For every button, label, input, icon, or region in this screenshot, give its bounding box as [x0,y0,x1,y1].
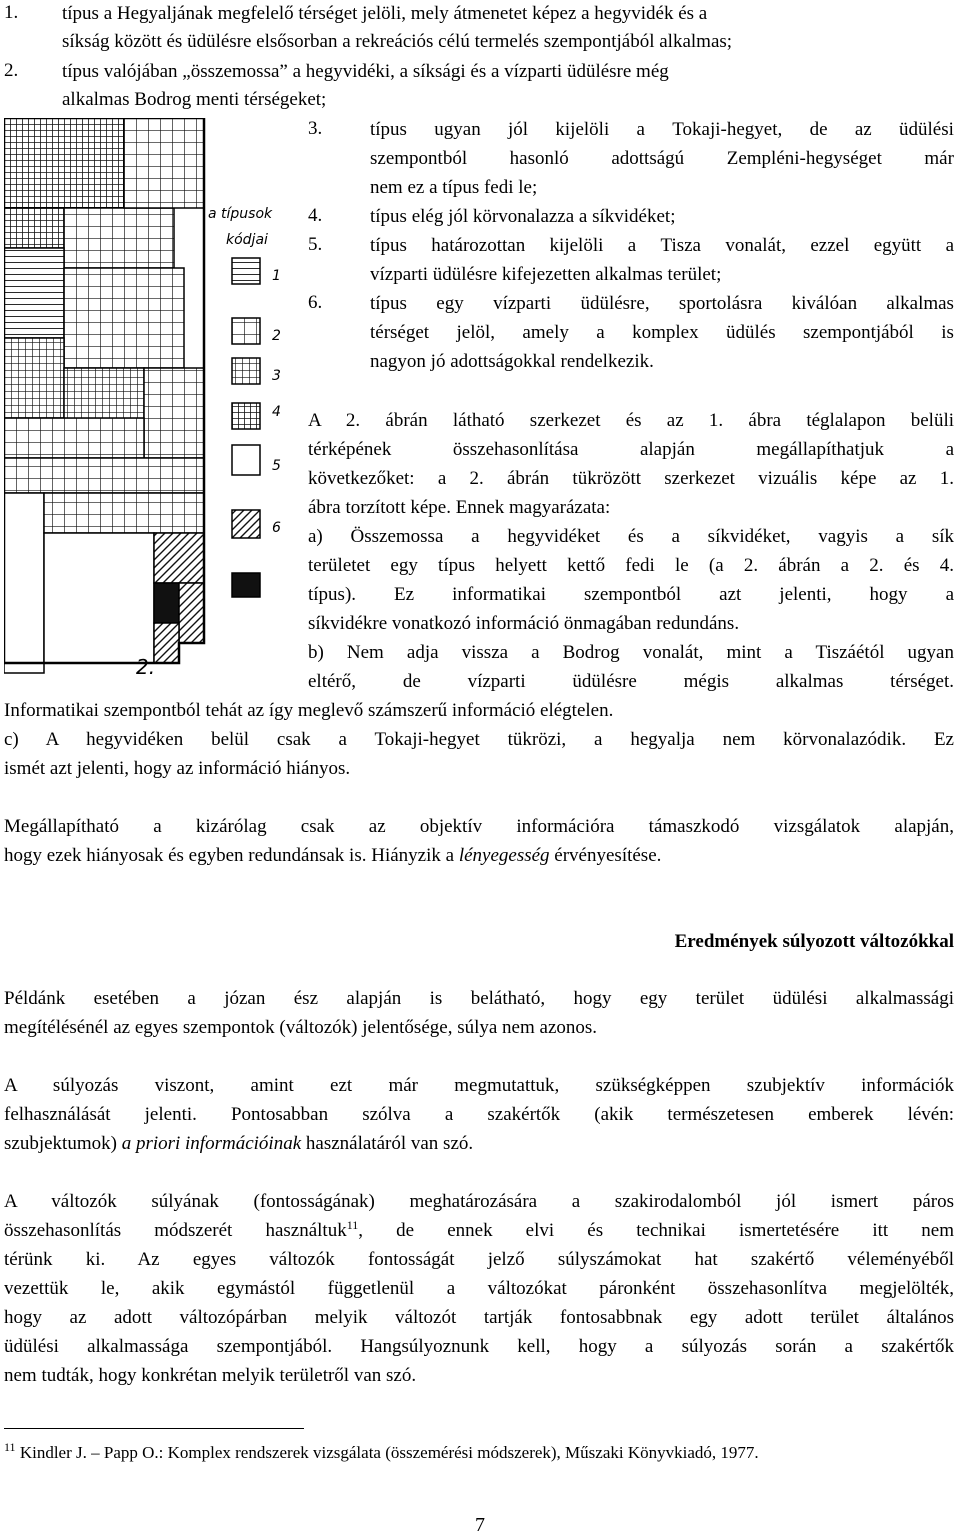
text-line: Példánk esetében a józan ész alapján is belátható, hogy egy terület üdülési alkalmassági [4,988,954,1009]
text-line: síkvidékre vonatkozó információ önmagában redundáns. [308,613,740,634]
map-regions [4,118,204,673]
list-number: 6. [308,292,323,313]
text-line: hogy ezek hiányosak és egyben redundánsak is. Hiányzik a lényegesség érvényesítése. [4,845,662,866]
figure-caption: 2. [136,655,156,679]
list-line: típus egy vízparti üdülésre, sportolásra kiválóan alkalmas [370,293,954,314]
text-line: c) A hegyvidéken belül csak a Tokaji-hegyet tükrözi, a hegyalja nem körvonalazódik. Ez [4,729,954,750]
list-number: 3. [308,118,323,139]
text-line: hogy az adott változópárban melyik változót tartják fontosabbnak egy adott terület általános [4,1307,954,1328]
text-line: megítélésénél az egyes szempontok (változók) jelentősége, súlya nem azonos. [4,1017,598,1038]
legend-swatch-7 [232,573,260,597]
list-line: típus határozottan kijelöli a Tisza vonalát, ezzel együtt a [370,235,954,256]
text-line: a) Összemossa a hegyvidéket és a síkvidéket, vagyis a sík [308,526,954,547]
page-number: 7 [475,1514,485,1536]
list-number: 5. [308,234,323,255]
footnote-number: 11 [4,1440,16,1454]
legend-code: 5 [272,458,281,474]
legend-code: 2 [272,328,281,344]
list-number: 2. [4,60,19,81]
legend-swatch-4 [232,403,260,429]
text-line: térünk ki. Az egyes változók fontosságát jelző súlyszámokat hat szakértő véleményéből [4,1249,954,1270]
list-line: szempontból hasonló adottságú Zempléni-hegységet már [370,148,954,169]
text-line: Megállapítható a kizárólag csak az objektív információra támaszkodó vizsgálatok alapján, [4,816,954,837]
legend-code: 1 [272,268,281,284]
legend-code: 6 [272,520,281,536]
list-line: térséget jelöl, amely a komplex üdülés szempontjából is [370,322,954,343]
text-line: szubjektumok) a priori információinak használatáról van szó. [4,1133,474,1154]
list-line: alkalmas Bodrog menti térségeket; [62,89,327,110]
text-line: következőket: a 2. ábrán tükrözött szerkezet vizuális képe az 1. [308,468,954,489]
footnote: $^{11}$ Kindler J. – Papp O.: Komplex rendszerek vizsgálata (összemérési módszerek), Műszaki Könyvkiadó, 1977. [4,1440,759,1462]
legend-title: a típusok [208,206,273,222]
text-line: üdülési alkalmassága szempontjából. Hangsúlyoznunk kell, hogy a súlyozás során a szakértők [4,1336,954,1357]
text-line: nem tudták, hogy konkrétan melyik területről van szó. [4,1365,417,1386]
emphasis: a priori információinak [121,1133,302,1154]
text-line: ismét azt jelenti, hogy az információ hiányos. [4,758,351,779]
legend-swatch-2 [232,318,260,344]
list-line: típus valójában „összemossa” a hegyvidéki, a síksági és a vízparti üdülésre még [62,61,669,82]
text-line: összehasonlítás módszerét használtuk$^{11}$, de ennek elvi és technikai ismertetésére itt nem [4,1218,954,1241]
list-line: típus a Hegyaljának megfelelő térséget jelöli, mely átmenetet képez a hegyvidék és a [62,3,708,24]
list-line: síkság között és üdülésre elsősorban a rekreációs célú termelés szempontjából alkalmas; [62,31,733,52]
figure-2-map [4,118,298,690]
legend-swatch-3 [232,358,260,384]
text-line: térképének összehasonlítása alapján megállapíthatjuk a [308,439,954,460]
text-line: A 2. ábrán látható szerkezet és az 1. ábra téglalapon belüli [308,410,954,431]
text-line: eltérő, de vízparti üdülésre mégis alkalmas térséget. [308,671,954,692]
list-line: típus elég jól körvonalazza a síkvidéket; [370,206,676,227]
list-number: 1. [4,2,19,23]
text-line: típus). Ez informatikai szempontból azt jelenti, hogy a [308,584,954,605]
footnote-divider [4,1428,304,1429]
legend-title: kódjai [226,232,268,248]
list-line: nem ez a típus fedi le; [370,177,538,198]
section-heading: Eredmények súlyozott változókkal [674,931,954,952]
emphasis: lényegesség [458,845,550,866]
list-line: nagyon jó adottságokkal rendelkezik. [370,351,654,372]
footnote-ref[interactable]: 11 [346,1218,359,1232]
text-line: A változók súlyának (fontosságának) meghatározására a szakirodalomból jól ismert páros [4,1191,954,1212]
list-line: vízparti üdülésre kifejezetten alkalmas terület; [370,264,722,285]
legend-code: 3 [272,368,281,384]
figure-legend [208,206,281,597]
text-line: felhasználását jelenti. Pontosabban szólva a szakértők (akik természetesen emberek lévén: [4,1104,954,1125]
legend-swatch-1 [232,258,260,284]
text-line: vezettük le, akik egymástól függetlenül a változókat páronként összehasonlítva megjelölték, [4,1278,954,1299]
text-line: Informatikai szempontból tehát az így meglevő számszerű információ elégtelen. [4,700,614,721]
legend-code: 4 [272,404,281,420]
text-line: ábra torzított képe. Ennek magyarázata: [308,497,611,518]
list-line: típus ugyan jól kijelöli a Tokaji-hegyet, de az üdülési [370,119,954,140]
legend-swatch-5 [232,445,260,475]
text-line: területet egy típus helyett kettő fedi le (a 2. ábrán a 2. és 4. [308,555,954,576]
text-line: A súlyozás viszont, amint ezt már megmutattuk, szükségképpen szubjektív információk [4,1075,954,1096]
text-line: b) Nem adja vissza a Bodrog vonalát, mint a Tiszáétól ugyan [308,642,954,663]
list-number: 4. [308,205,323,226]
legend-swatch-6 [232,510,260,538]
